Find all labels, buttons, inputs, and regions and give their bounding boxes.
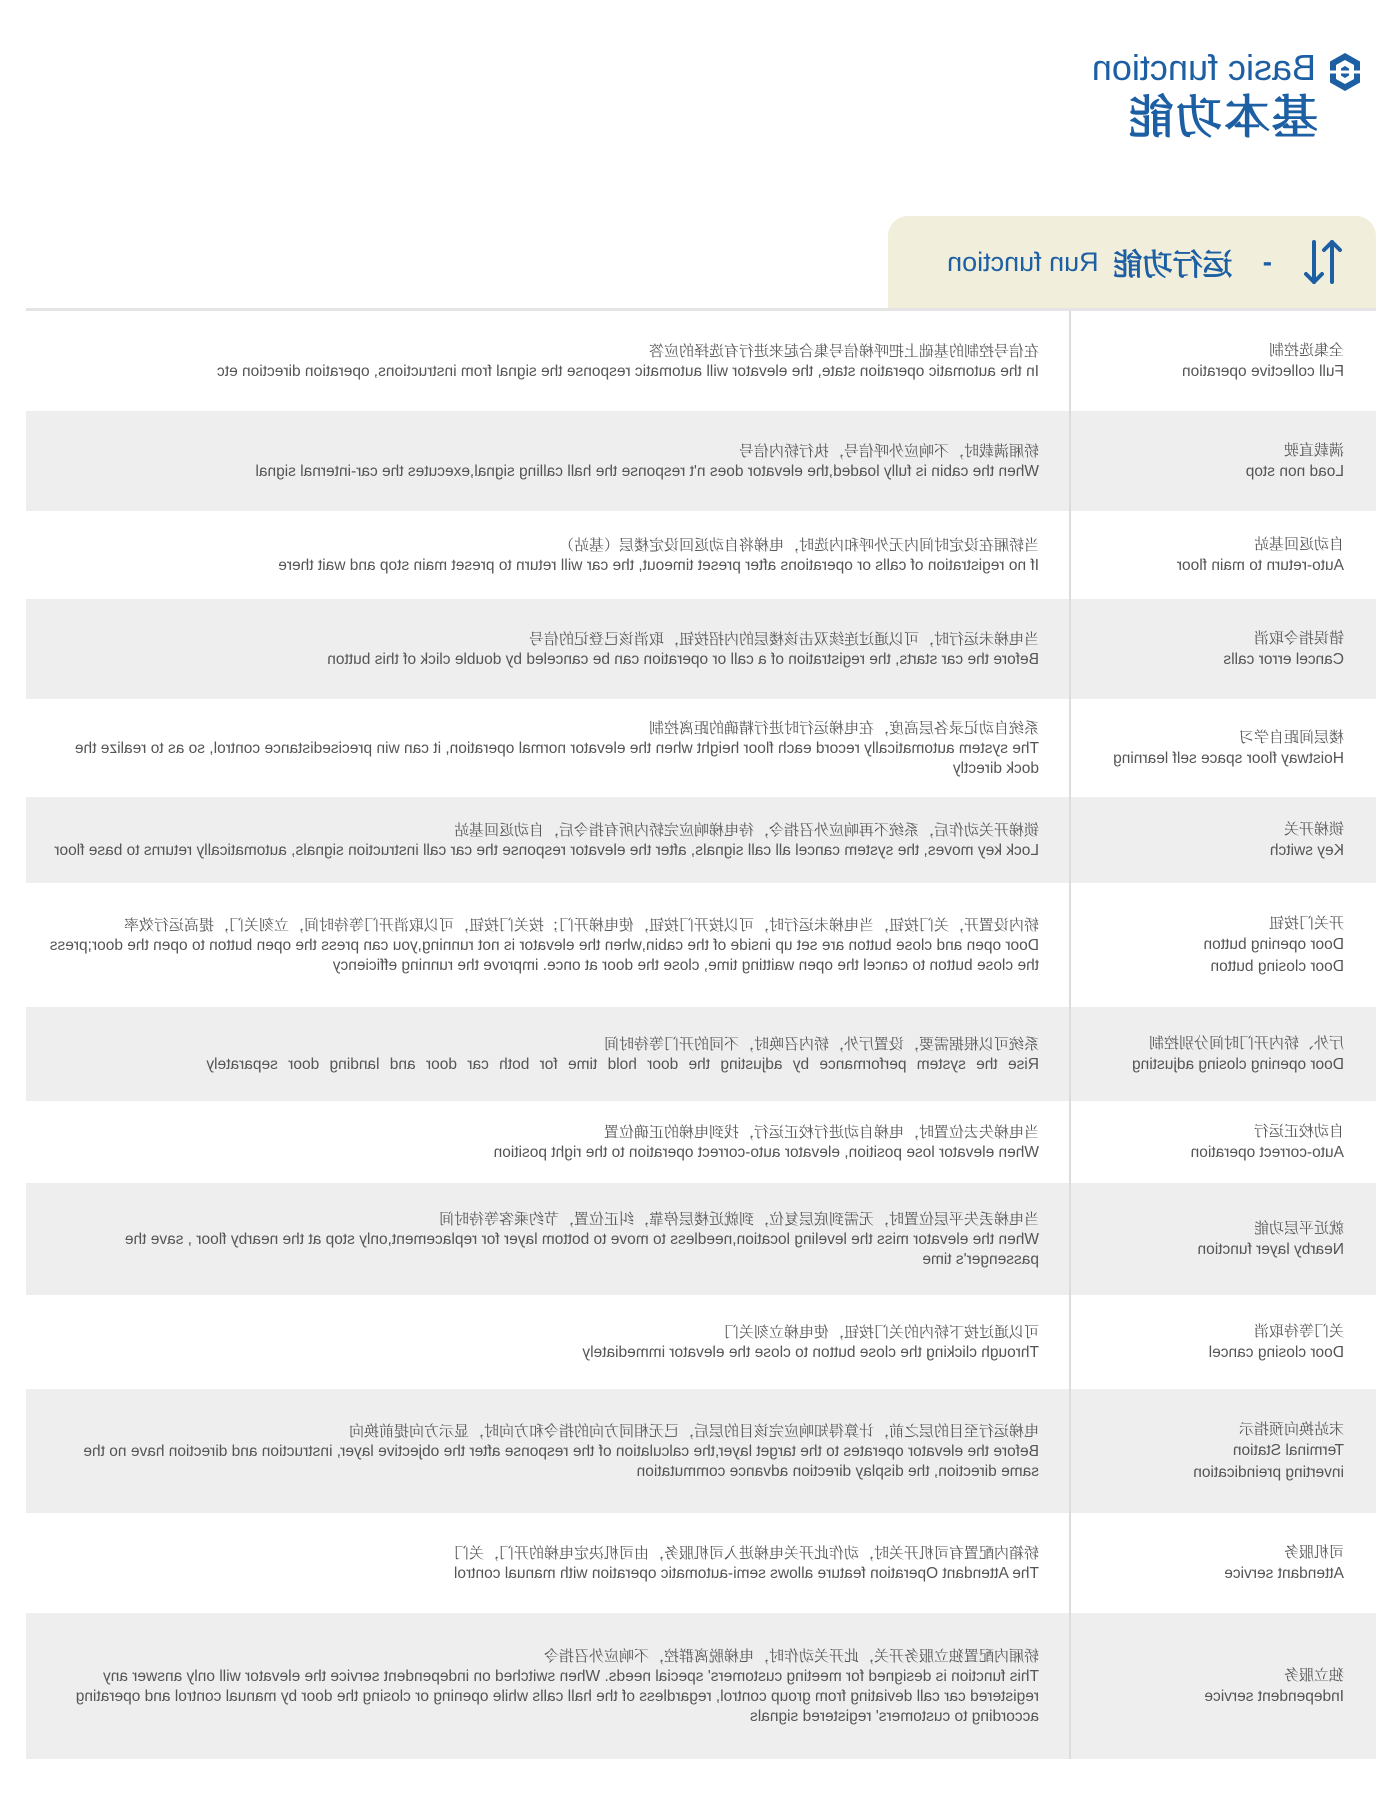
description-cn: 轿内设置开，关门按钮，当电梯未运行时，可以按开门按钮，使电梯开门；按关门按钮，可以取消开门等待时间，立刻关门，提高运行效率 — [123, 916, 1039, 934]
function-name-cn: 就近平层功能 — [1253, 1219, 1344, 1237]
function-description — [26, 1542, 1070, 1584]
function-name-en: Full collective operation — [1182, 363, 1344, 380]
function-name-cn: 满载直驶 — [1283, 441, 1344, 459]
description-en: Door open and close button are set up inside of the cabin,when the elevator is not running,you can press the open button to open the door;press the close button to cancel the open waitting time, close the door at once. improve the running efficiency — [49, 937, 1039, 974]
description-cn: 当电梯丢失平层位置时，无需到底层复位，到就近楼层停靠，纠正位置，节约乘客等待时间 — [438, 1210, 1039, 1228]
function-name-en: Nearby layer function — [1197, 1241, 1344, 1258]
function-description — [26, 717, 1070, 779]
function-description — [26, 1208, 1070, 1270]
function-description — [26, 1645, 1070, 1727]
column-divider — [1069, 1613, 1071, 1759]
function-description — [26, 1420, 1070, 1482]
column-divider — [1069, 599, 1071, 699]
function-name-cn: 自动校正运行 — [1253, 1122, 1344, 1140]
function-name-en: Hoistway floor space self learning — [1113, 750, 1344, 767]
function-name-cn: 司机服务 — [1283, 1543, 1344, 1561]
function-name — [1070, 533, 1376, 577]
function-name-en: Terminal Station — [1232, 1442, 1344, 1459]
table-row — [26, 1389, 1376, 1513]
function-name-en: Independent service — [1204, 1688, 1344, 1705]
function-name — [1070, 912, 1376, 978]
description-cn: 系统可以根据需要，设置厅外，轿内召唤时，不同的开门等待时间 — [603, 1035, 1039, 1053]
function-name-cn: 楼层间距自学习 — [1238, 728, 1344, 746]
function-name-en: Auto-correct operation — [1190, 1144, 1344, 1161]
table-row — [26, 1295, 1376, 1389]
column-divider — [1069, 883, 1071, 1007]
column-divider — [1069, 1101, 1071, 1183]
function-name-en: Door closing button — [1210, 958, 1344, 975]
column-divider — [1069, 699, 1071, 797]
table-row — [26, 1183, 1376, 1295]
function-name — [1070, 1418, 1376, 1484]
table-row — [26, 1101, 1376, 1183]
description-en: Before the car starts, the registration of a call or operation can be canceled by double click of this button — [327, 651, 1039, 668]
description-cn: 电梯运行至目的层之前，计算得知响应完该目的层后，已无相同方向的指令和方向时，显示方向提前换向 — [348, 1422, 1039, 1440]
function-name-en: Key switch — [1269, 842, 1344, 859]
description-en: This function is designed for meeting customers' special needs. When switched on independent service the elevator will only answer any registered car call deviating from group control, regardless of the hall calls while opening or closing the door by manual control and operating according to customers' registered signals — [75, 1668, 1039, 1725]
description-cn: 当电梯失去位置时，电梯自动进行校正运行，找到电梯的正确位置 — [603, 1123, 1039, 1141]
description-en: When the elevator miss the leveling location,needless to move to bottom layer for replacement,only stop at the nearby floor , save the passenger's time — [124, 1231, 1039, 1268]
function-name-en: Load non stop — [1245, 463, 1344, 480]
page-header — [962, 46, 1362, 146]
description-cn: 系统自动记录各层高度，在电梯运行时进行精确的距离控制 — [648, 719, 1039, 737]
description-cn: 可以通过按下轿内的关门按钮，使电梯立刻关门 — [723, 1323, 1039, 1341]
description-en: If no registration of calls or operations after preset timeout, the car will return to preset main stop and wait there — [278, 557, 1039, 574]
table-row — [26, 699, 1376, 797]
table-row — [26, 1613, 1376, 1759]
function-description — [26, 340, 1070, 382]
description-en: Through clicking the close button to close the elevator immediately — [582, 1344, 1039, 1361]
function-name-cn: 锁梯开关 — [1283, 820, 1344, 838]
function-name-cn: 关门等待取消 — [1253, 1322, 1344, 1340]
function-name-en: Cancel error calls — [1223, 651, 1344, 668]
description-en: In the automatic operation state, the elevator will automatic response the signal from instructions, operation direction etc — [217, 363, 1039, 380]
description-en: The Attendant Operation feature allows semi-automatic operation with manual control — [453, 1565, 1039, 1582]
description-en: When elevator lose position, elevator auto-correct operation to the right position — [493, 1144, 1039, 1161]
function-description — [26, 534, 1070, 576]
description-cn: 在信号控制的基础上把呼梯信号集合起来进行有选择的应答 — [648, 342, 1039, 360]
function-description — [26, 1321, 1070, 1363]
function-name-en: Door opening button — [1203, 936, 1344, 953]
function-description — [26, 914, 1070, 976]
table-row — [26, 311, 1376, 411]
section-tab — [888, 216, 1376, 308]
function-name — [1070, 339, 1376, 383]
function-name — [1070, 627, 1376, 671]
function-name — [1070, 1541, 1376, 1585]
function-description — [26, 440, 1070, 482]
function-name-en: Door closing cancel — [1208, 1344, 1344, 1361]
function-name-cn: 自动返回基站 — [1253, 535, 1344, 553]
column-divider — [1069, 411, 1071, 511]
header-title-cn: 基本功能 — [1126, 90, 1318, 144]
column-divider — [1069, 1389, 1071, 1513]
function-name-cn: 全集选控制 — [1268, 341, 1344, 359]
function-name-cn: 错误指令取消 — [1253, 629, 1344, 647]
description-en: The system automatically record each floor height when the elevator normal operation, it can win precisedistance control, so as to realize the dock directly — [74, 740, 1039, 777]
description-cn: 轿箱内配置有司机开关时，动作此开关电梯进入司机服务，由司机决定电梯的开门，关门 — [453, 1544, 1039, 1562]
description-en: Before the elevator operates to the target layer,the calculation of the response after the objective layer, instruction and direction have no the same direction, the display direction advance commutation — [83, 1443, 1039, 1480]
column-divider — [1069, 1513, 1071, 1613]
table-row — [26, 411, 1376, 511]
hexagon-logo-icon — [1328, 52, 1362, 92]
table-row — [26, 511, 1376, 599]
section-title-cn: 运行功能 — [1112, 248, 1233, 283]
function-name-cn: 末站换向预指示 — [1238, 1420, 1344, 1438]
table-row — [26, 1513, 1376, 1613]
function-name-en: Auto-return to main floor — [1176, 557, 1344, 574]
description-cn: 当轿厢在设定时间内无外呼和内选时，电梯将自动返回设定楼层（基站） — [558, 536, 1039, 554]
function-description — [26, 628, 1070, 670]
column-divider — [1069, 311, 1071, 411]
function-name-en: Door opening closing adjusting — [1132, 1056, 1344, 1073]
function-name — [1070, 818, 1376, 862]
description-cn: 当电梯未运行时，可以通过连续双击该楼层的内招按钮，取消该已登记的信号 — [528, 630, 1039, 648]
description-en: When the cabin is fully loaded,the elevator does n't response the hall calling signal,executes the car-internal signal — [255, 463, 1039, 480]
column-divider — [1069, 1183, 1071, 1295]
description-cn: 轿厢内配置独立服务开关，此开关动作时，电梯脱离群控，不响应外召指令 — [543, 1647, 1039, 1665]
function-name — [1070, 439, 1376, 483]
function-name-en: Attendant service — [1224, 1565, 1344, 1582]
column-divider — [1069, 1295, 1071, 1389]
column-divider — [1069, 797, 1071, 883]
function-name — [1070, 1217, 1376, 1261]
function-description — [26, 819, 1070, 861]
function-description — [26, 1121, 1070, 1163]
column-divider — [1069, 1007, 1071, 1101]
description-en: Rise the system performance by adjusting the door hold time for both car door and landing door separately — [206, 1056, 1039, 1073]
function-name-en: inverting preindication — [1193, 1464, 1344, 1481]
header-title-en: Basic function — [1091, 47, 1316, 88]
description-en: Lock key moves, the system cancel all call signals, after the elevator response the car call instruction signals, automatically returns to base floor — [54, 842, 1039, 859]
function-name — [1070, 726, 1376, 770]
function-description — [26, 1033, 1070, 1075]
description-cn: 轿厢满载时，不响应外呼信号，执行轿内信号 — [738, 442, 1039, 460]
description-cn: 锁梯开关动作后，系统不再响应外召指令，待电梯响应完轿内所有指令后，自动返回基站 — [453, 821, 1039, 839]
function-name-cn: 独立服务 — [1283, 1666, 1344, 1684]
table-row — [26, 1007, 1376, 1101]
section-title-en: Run function — [947, 246, 1099, 277]
function-table — [26, 311, 1376, 1759]
function-name-cn: 开关门按钮 — [1268, 914, 1344, 932]
function-name — [1070, 1320, 1376, 1364]
section-dash: - — [1262, 246, 1272, 277]
table-row — [26, 599, 1376, 699]
up-down-arrows-icon — [1302, 238, 1344, 286]
function-name — [1070, 1120, 1376, 1164]
column-divider — [1069, 511, 1071, 599]
function-name — [1070, 1032, 1376, 1076]
table-row — [26, 797, 1376, 883]
table-row — [26, 883, 1376, 1007]
function-name — [1070, 1664, 1376, 1708]
function-name-cn: 厅外、轿内开门时间分别控制 — [1148, 1034, 1344, 1052]
